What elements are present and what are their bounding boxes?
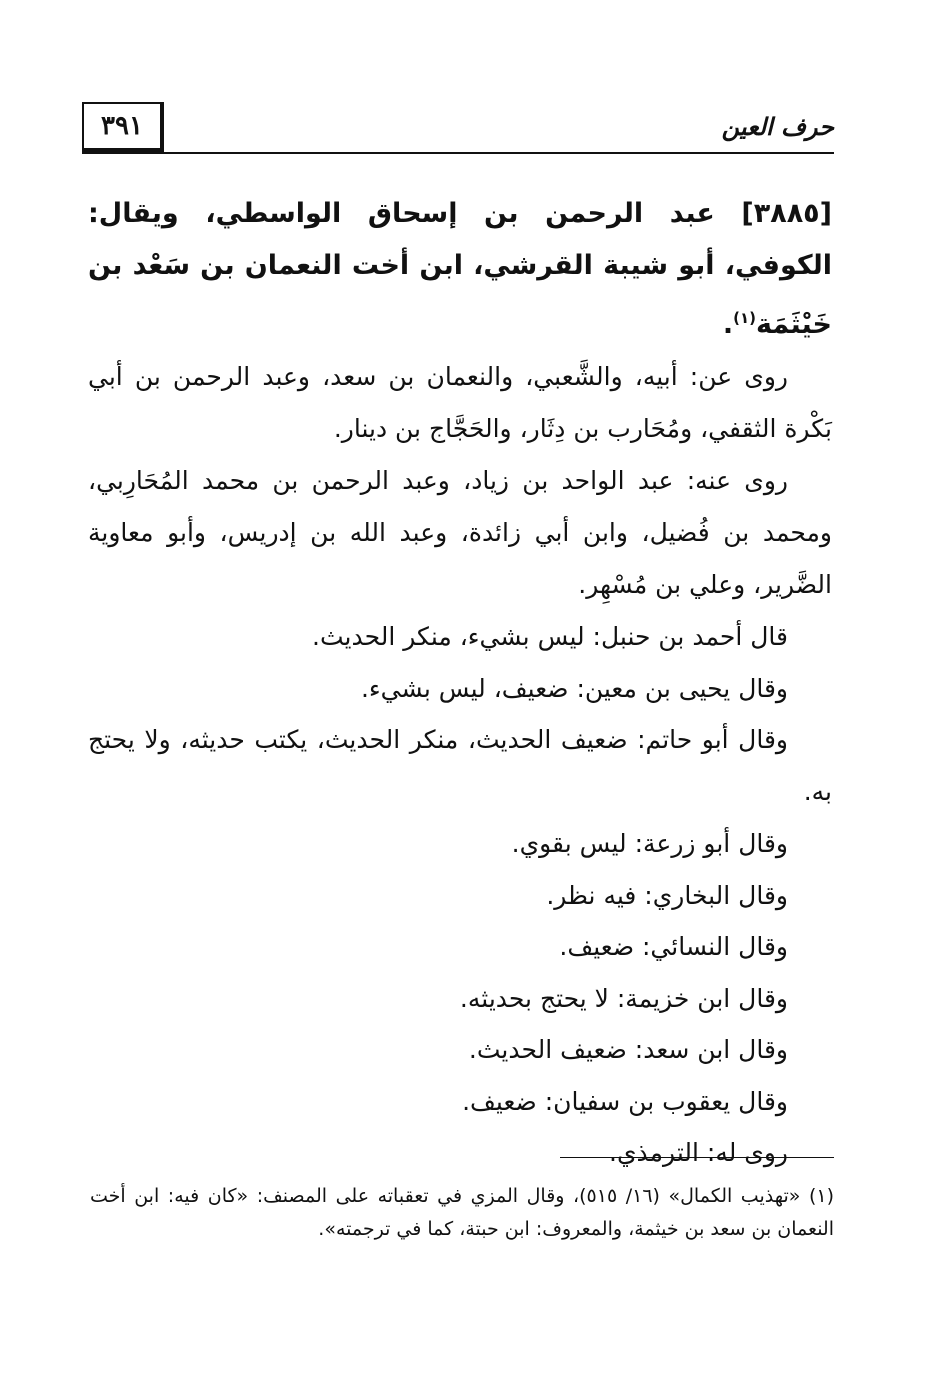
saying-yahya: وقال يحيى بن معين: ضعيف، ليس بشيء. <box>360 673 788 703</box>
entry-heading-text: [٣٨٨٥] عبد الرحمن بن إسحاق الواسطي، ويقال: الكوفي، أبو شيبة القرشي، ابن أخت النعمان بن سَعْد بن خَيْثَمَة <box>88 198 832 340</box>
footnote-marker: (١) <box>733 309 757 327</box>
main-text <box>88 188 832 1179</box>
saying-abu-zura: وقال أبو زرعة: ليس بقوي. <box>511 829 788 858</box>
entry-heading <box>88 188 832 351</box>
footnote-separator <box>560 1157 834 1158</box>
paragraph-narrated-from: روى عن: أبيه، والشَّعبي، والنعمان بن سعد، وعبد الرحمن بن أبي بَكْرة الثقفي، ومُحَارب بن دِثَار، والحَجَّاج بن دينار. <box>88 362 832 443</box>
entry-heading-end: . <box>722 309 734 340</box>
page-number-box <box>82 102 164 152</box>
header-rule <box>82 152 834 154</box>
saying-nasai: وقال النسائي: ضعيف. <box>559 932 788 961</box>
footnote: (١) «تهذيب الكمال» (١٦/ ٥١٥)، وقال المزي في تعقباته على المصنف: «كان فيه: ابن أخت النعمان بن سعد بن خيثمة، والمعروف: ابن حبتة، كما في ترجمته». <box>90 1185 834 1240</box>
page-number: ٣٩١ <box>101 111 143 141</box>
narrated-by-tirmidhi: روى له: الترمذي. <box>609 1138 788 1167</box>
running-header <box>82 98 834 158</box>
saying-ibn-sad: وقال ابن سعد: ضعيف الحديث. <box>468 1035 788 1064</box>
section-title: حرف العين <box>721 112 834 141</box>
saying-ibn-khuzayma: وقال ابن خزيمة: لا يحتج بحديثه. <box>459 983 788 1013</box>
saying-yaqub: وقال يعقوب بن سفيان: ضعيف. <box>462 1086 788 1116</box>
saying-ahmad: قال أحمد بن حنبل: ليس بشيء، منكر الحديث. <box>312 622 788 651</box>
saying-bukhari: وقال البخاري: فيه نظر. <box>546 880 788 910</box>
saying-abu-hatim: وقال أبو حاتم: ضعيف الحديث، منكر الحديث، يكتب حديثه، ولا يحتج به. <box>88 725 832 806</box>
paragraph-narrated-by: روى عنه: عبد الواحد بن زياد، وعبد الرحمن بن محمد المُحَارِبي، ومحمد بن فُضيل، وابن أبي زائدة، وعبد الله بن إدريس، وأبو معاوية الضَّرير، وعلي بن مُسْهِر. <box>88 466 832 599</box>
